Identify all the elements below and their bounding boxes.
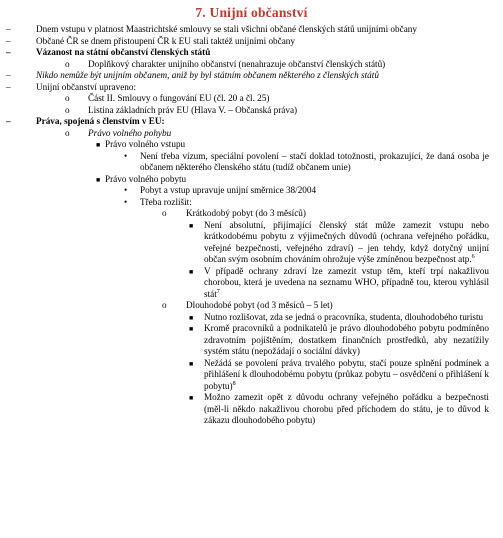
square-marker: ■ (189, 394, 194, 402)
square-marker: ■ (189, 313, 194, 322)
square-marker: ■ (189, 221, 194, 230)
item-text: Třeba rozlišit: (140, 196, 192, 207)
square-marker: ■ (189, 359, 194, 368)
list-item (0, 82, 503, 94)
outline-list (0, 24, 503, 427)
square-marker: ■ (189, 267, 194, 276)
list-item (0, 70, 503, 82)
footnote-ref: 6 (471, 253, 475, 260)
bullet-marker: • (124, 196, 128, 207)
item-text: Právo volného vstupu (105, 139, 186, 149)
item-text: Kromě pracovníků a podnikatelů je právo dlouhodobého pobytu podmíněno zdravotním pojištěním, dostatkem finančních prostředků, aby nezatížily systém státu (nepožádají o sociální dávky) (204, 323, 489, 356)
list-item (0, 312, 503, 324)
dash-marker: – (6, 35, 11, 46)
item-text: Krátkodobý pobyt (do 3 měsíců) (186, 208, 306, 218)
list-item (0, 266, 503, 301)
list-item (0, 185, 503, 197)
bullet-marker: • (124, 185, 128, 195)
square-marker: ■ (96, 175, 101, 184)
square-marker: ■ (189, 325, 194, 333)
item-text: Doplňkový charakter unijního občanství (nenahrazuje občanství členských států) (88, 58, 386, 69)
item-text: Práva, spojená s členstvím v EU: (36, 116, 165, 126)
item-text: Není třeba vízum, speciální povolení – stačí doklad totožnosti, prokazující, že daná osoba je občanem některého členského státu (tudíž občanem unie) (140, 150, 489, 172)
footnote-ref: 8 (232, 380, 236, 387)
item-text: Právo volného pohybu (88, 127, 172, 138)
list-item (0, 36, 503, 48)
item-text: Občané ČR se dnem přistoupení ČR k EU stali taktéž unijními občany (36, 35, 295, 46)
item-text: Unijní občanství upraveno: (36, 81, 137, 92)
list-item (0, 220, 503, 266)
circle-marker: o (65, 127, 70, 138)
dash-marker: – (6, 70, 11, 80)
dash-marker: – (6, 116, 11, 126)
circle-marker: o (162, 300, 167, 310)
item-text: Dnem vstupu v platnost Maastrichtské smlouvy se stali všichni občané členských států unijními občany (36, 24, 417, 34)
list-item (0, 59, 503, 71)
list-item (0, 358, 503, 393)
item-text: Nikdo nemůže být unijním občanem, aniž by byl státním občanem některého z členských států (36, 70, 379, 80)
item-text: Nežádá se povolení práva trvalého pobytu, stačí pouze splnění podmínek a přihlášení k dlouhodobému pobytu (průkaz pobytu – osvědčení o přihlášení k pobytu) (204, 357, 489, 391)
list-item (0, 174, 503, 186)
item-text: Právo volného pobytu (105, 173, 187, 184)
item-text: Možno zamezit opět z důvodu ochrany veřejného pořádku a bezpečnosti (měl-li někdo nakažlivou chorobu před příchodem do státu, je to důvod k zákazu dlouhodobého pobytu) (204, 392, 489, 425)
square-marker: ■ (96, 141, 101, 149)
list-item (0, 323, 503, 358)
dash-marker: – (6, 81, 11, 92)
list-item (0, 139, 503, 151)
list-item (0, 116, 503, 128)
bullet-marker: • (124, 150, 128, 161)
list-item (0, 392, 503, 427)
footnote-ref: 7 (216, 288, 220, 295)
circle-marker: o (162, 208, 167, 218)
list-item (0, 208, 503, 220)
circle-marker: o (65, 58, 70, 69)
item-text: Dlouhodobé pobyt (od 3 měsíců – 5 let) (186, 300, 333, 310)
circle-marker: o (65, 104, 70, 115)
list-item (0, 24, 503, 36)
item-text: Listina základních práv EU (Hlava V. – Občanská práva) (88, 104, 298, 115)
item-text: V případě ochrany zdraví lze zamezit vstup těm, kteří trpí nakažlivou chorobou, která je uvedena na seznamu WHO, případně tou, kterou vyhlásil stát (204, 265, 489, 299)
list-item (0, 197, 503, 209)
list-item (0, 105, 503, 117)
item-text: Není absolutní, přijímající členský stát může zamezit vstupu nebo krátkodobému pobytu z výjimečných důvodů (ochrana veřejného pořádku, veřejné bezpečnosti, veřejného zdraví) – jen tehdy, když dotyčný unijní občan svým osobním chováním ohrožuje výše zmíněnou bezpečnost atp. (204, 219, 489, 264)
item-text: Nutno rozlišovat, zda se jedná o pracovníka, studenta, dlouhodobého turistu (204, 311, 484, 322)
circle-marker: o (65, 93, 70, 103)
item-text: Vázanost na státní občanství členských států (36, 47, 211, 57)
dash-marker: – (6, 24, 11, 34)
list-item (0, 93, 503, 105)
item-text: Pobyt a vstup upravuje unijní směrnice 38/2004 (140, 185, 317, 195)
item-text: Část II. Smlouvy o fungování EU (čl. 20 a čl. 25) (88, 93, 270, 103)
section-heading: 7. Unijní občanství (195, 5, 308, 20)
list-item (0, 47, 503, 59)
list-item (0, 128, 503, 140)
list-item (0, 151, 503, 174)
dash-marker: – (6, 47, 11, 57)
list-item (0, 300, 503, 312)
